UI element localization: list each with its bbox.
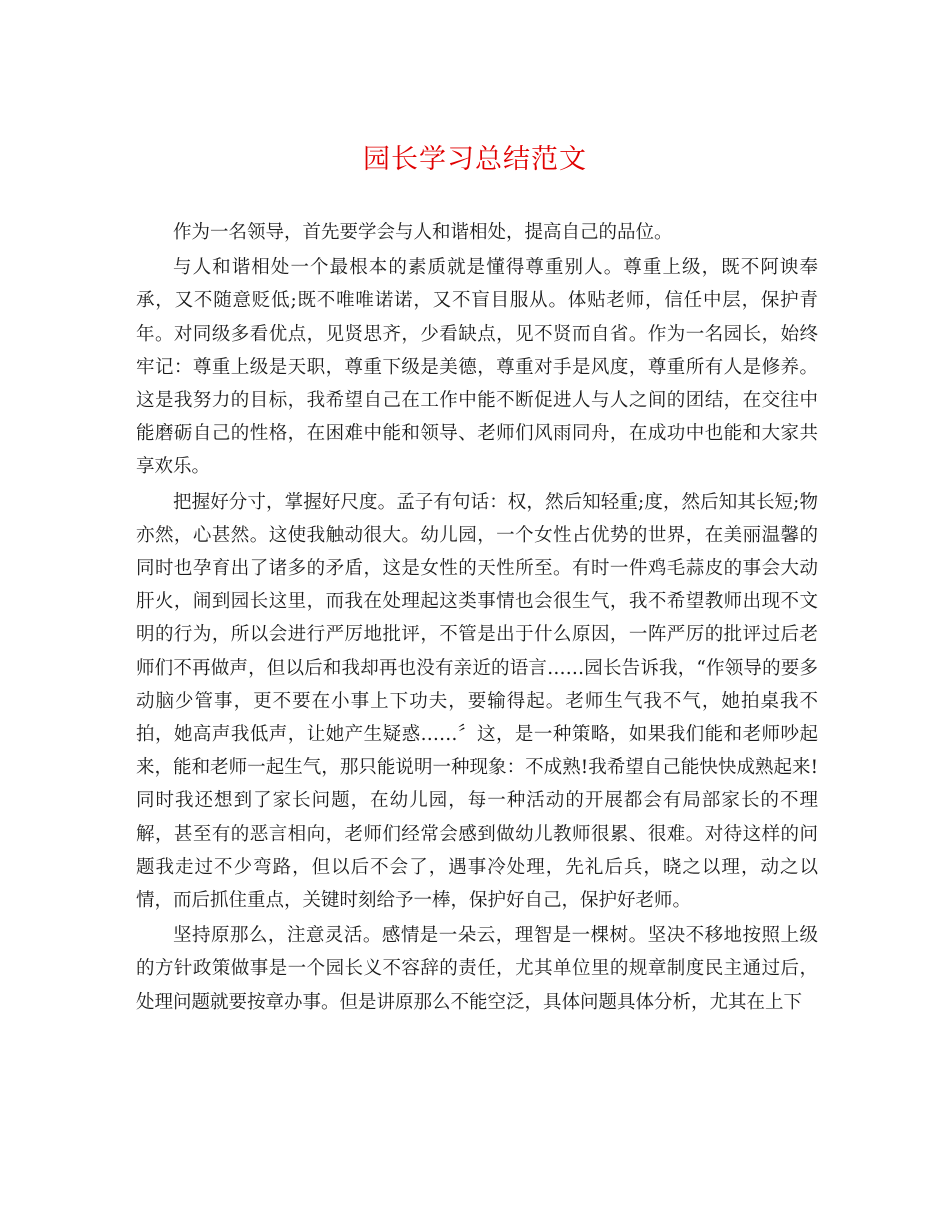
paragraph-respect: 与人和谐相处一个最根本的素质就是懂得尊重别人。尊重上级，既不阿谀奉承，又不随意贬低;既不唯唯诺诺，又不盲目服从。体贴老师，信任中层，保护青年。对同级多看优点，见贤思齐，少看缺点，见不贤而自省。作为一名园长，始终牢记：尊重上级是天职，尊重下级是美德，尊重对手是风度，尊重所有人是修养。这是我努力的目标，我希望自己在工作中能不断促进人与人之间的团结，在交往中能磨砺自己的性格，在困难中能和领导、老师们风雨同舟，在成功中也能和大家共享欢乐。	[136, 257, 818, 478]
paragraph-measure: 把握好分寸，掌握好尺度。孟子有句话：权，然后知轻重;度，然后知其长短;物亦然，心甚然。这使我触动很大。幼儿园，一个女性占优势的世界，在美丽温馨的同时也孕育出了诸多的矛盾，这是女性的天性所至。有时一件鸡毛蒜皮的事会大动肝火，闹到园长这里，而我在处理起这类事情也会很生气，我不希望教师出现不文明的行为，所以会进行严厉地批评，不管是出于什么原因，一阵严厉的批评过后老师们不再做声，但以后和我却再也没有亲近的语言……园长告诉我，“作领导的要多动脑少管事，更不要在小事上下功夫，要输得起。老师生气我不气，她拍桌我不拍，她高声我低声，让她产生疑惑……〞这，是一种策略，如果我们能和老师吵起来，能和老师一起生气，那只能说明一种现象：不成熟!我希望自己能快快成熟起来!同时我还想到了家长问题，在幼儿园，每一种活动的开展都会有局部家长的不理解，甚至有的恶言相向，老师们经常会感到做幼儿教师很累、很难。对待这样的问题我走过不少弯路，但以后不会了，遇事冷处理，先礼后兵，晓之以理，动之以情，而后抓住重点，关键时刻给予一棒，保护好自己，保护好老师。	[136, 491, 818, 912]
paragraph-intro: 作为一名领导，首先要学会与人和谐相处，提高自己的品位。	[173, 222, 673, 243]
document-title: 园长学习总结范文	[363, 144, 587, 175]
document-body	[136, 216, 818, 1019]
paragraph-principle: 坚持原那么，注意灵活。感情是一朵云，理智是一棵树。坚决不移地按照上级的方针政策做事是一个园长义不容辞的责任，尤其单位里的规章制度民主通过后，处理问题就要按章办事。但是讲原那么不能空泛，具体问题具体分析，尤其在上下	[136, 925, 818, 1013]
